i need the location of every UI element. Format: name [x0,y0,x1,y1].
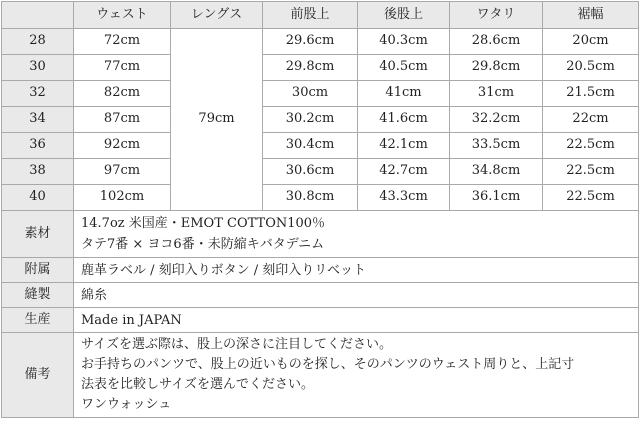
thigh-value: 28.6cm [450,29,543,55]
sewing-row [2,283,639,308]
production-label: 生産 [2,308,74,333]
hem-value: 22.5cm [543,133,639,159]
table-row [2,81,639,107]
notes-line: ワンウォッシュ [81,397,172,412]
header-row [2,2,639,29]
front-rise-value: 30.4cm [263,133,358,159]
waist-value: 77cm [74,55,171,81]
waist-value: 87cm [74,107,171,133]
header-front-rise: 前股上 [263,2,358,29]
notes-line: サイズを選ぶ際は、股上の深さに注目してください。 [81,337,392,352]
waist-value: 72cm [74,29,171,55]
thigh-value: 32.2cm [450,107,543,133]
thigh-value: 29.8cm [450,55,543,81]
header-length: レングス [171,2,263,29]
hem-value: 22cm [543,107,639,133]
hem-value: 22.5cm [543,185,639,211]
length-value: 79cm [171,29,263,211]
header-size [2,2,74,29]
size-label: 32 [2,81,74,107]
front-rise-value: 30.8cm [263,185,358,211]
front-rise-value: 29.6cm [263,29,358,55]
hem-value: 20.5cm [543,55,639,81]
notes-label: 備考 [2,333,74,418]
front-rise-value: 30.2cm [263,107,358,133]
material-label: 素材 [2,211,74,258]
material-line: タテ7番 × ヨコ6番・未防縮キバタデニム [81,237,325,252]
header-back-rise: 後股上 [358,2,450,29]
accessories-line: 鹿革ラベル / 刻印入りボタン / 刻印入りリベット [81,262,367,278]
table-row [2,185,639,211]
sewing-content [74,283,639,308]
front-rise-value: 29.8cm [263,55,358,81]
notes-row [2,333,639,418]
back-rise-value: 41.6cm [358,107,450,133]
size-label: 36 [2,133,74,159]
hem-value: 22.5cm [543,159,639,185]
table-row [2,55,639,81]
size-label: 38 [2,159,74,185]
table-row [2,133,639,159]
sewing-line: 綿糸 [81,287,108,303]
table-row [2,29,639,55]
waist-value: 102cm [74,185,171,211]
hem-value: 21.5cm [543,81,639,107]
notes-content [74,333,639,418]
sewing-label: 縫製 [2,283,74,308]
header-waist: ウェスト [74,2,171,29]
table-row [2,159,639,185]
size-label: 34 [2,107,74,133]
thigh-value: 33.5cm [450,133,543,159]
production-row [2,308,639,333]
table-row [2,107,639,133]
material-content [74,211,639,258]
front-rise-value: 30cm [263,81,358,107]
accessories-row [2,258,639,283]
material-line: 14.7oz 米国産・EMOT COTTON100％ [81,216,326,231]
thigh-value: 36.1cm [450,185,543,211]
back-rise-value: 40.3cm [358,29,450,55]
header-thigh: ワタリ [450,2,543,29]
waist-value: 97cm [74,159,171,185]
hem-value: 20cm [543,29,639,55]
production-line: Made in JAPAN [81,312,182,328]
accessories-content [74,258,639,283]
back-rise-value: 42.1cm [358,133,450,159]
notes-line: お手持ちのパンツで、股上の近いものを探し、そのパンツのウェスト周りと、上記寸 [81,357,575,372]
size-label: 28 [2,29,74,55]
back-rise-value: 41cm [358,81,450,107]
front-rise-value: 30.6cm [263,159,358,185]
header-hem: 裾幅 [543,2,639,29]
thigh-value: 34.8cm [450,159,543,185]
thigh-value: 31cm [450,81,543,107]
accessories-label: 附属 [2,258,74,283]
size-spec-table [1,1,639,418]
notes-line: 法表を比較しサイズを選んでください。 [81,377,314,392]
size-label: 40 [2,185,74,211]
back-rise-value: 42.7cm [358,159,450,185]
production-content [74,308,639,333]
waist-value: 82cm [74,81,171,107]
size-label: 30 [2,55,74,81]
waist-value: 92cm [74,133,171,159]
material-row [2,211,639,258]
back-rise-value: 40.5cm [358,55,450,81]
back-rise-value: 43.3cm [358,185,450,211]
